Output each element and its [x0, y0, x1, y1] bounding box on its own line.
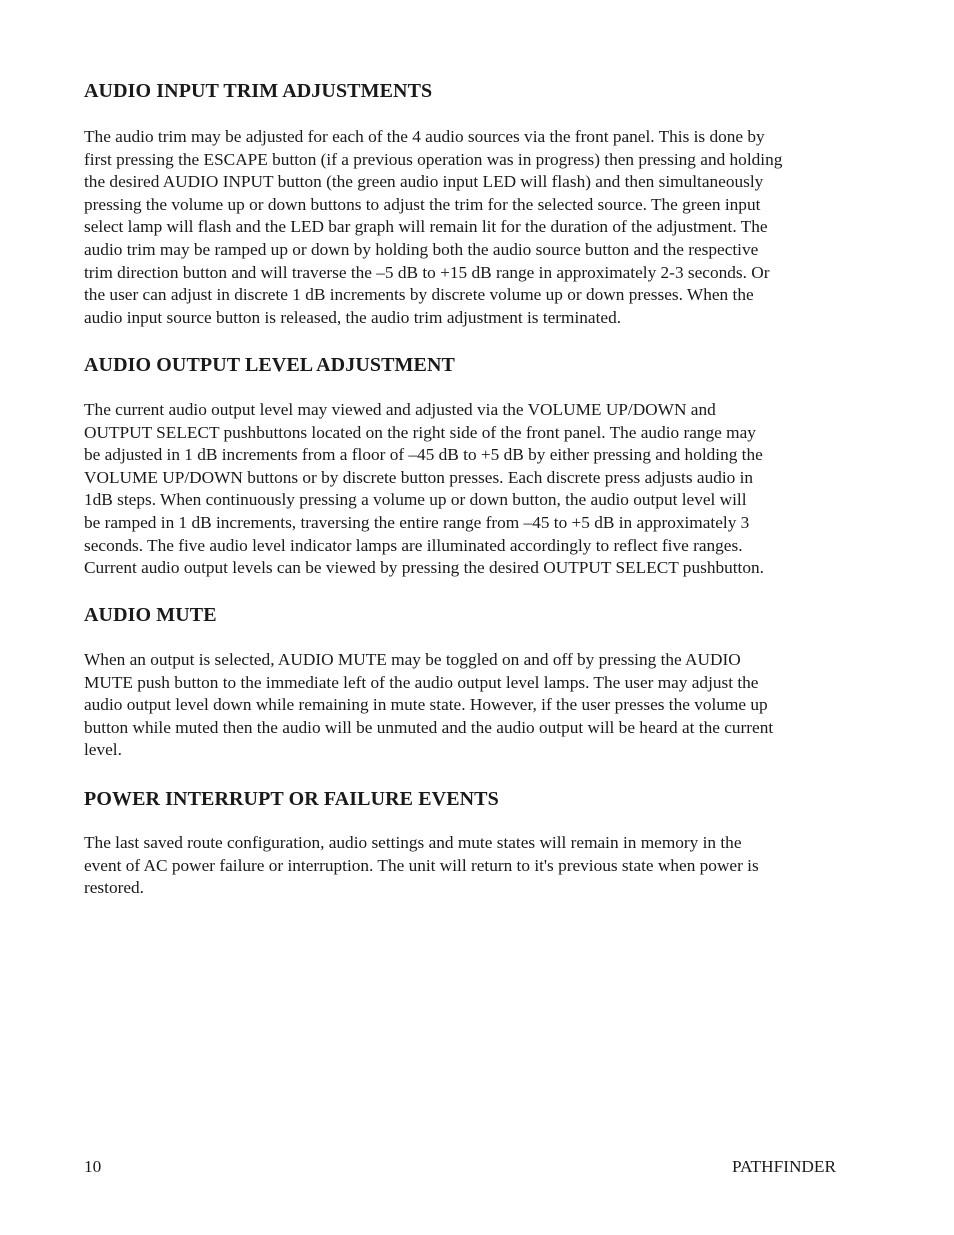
- paragraph-line: select lamp will flash and the LED bar graph will remain lit for the duration of the adjustment. The: [84, 217, 768, 237]
- section-audio-mute: [84, 603, 838, 760]
- section-paragraph: [84, 399, 838, 580]
- paragraph-line: button while muted then the audio will be unmuted and the audio output will be heard at the current: [84, 717, 774, 737]
- section-paragraph: [84, 649, 838, 762]
- paragraph-line: audio input source button is released, the audio trim adjustment is terminated.: [84, 307, 622, 327]
- paragraph-line: The current audio output level may viewed and adjusted via the VOLUME UP/DOWN and: [84, 400, 716, 419]
- paragraph-line: restored.: [84, 878, 144, 898]
- paragraph-line: The audio trim may be adjusted for each of the 4 audio sources via the front panel. This is done by: [84, 127, 765, 146]
- page-number: 10: [84, 1157, 102, 1176]
- section-heading: AUDIO MUTE: [84, 604, 217, 626]
- paragraph-line: seconds. The five audio level indicator lamps are illuminated accordingly to reflect five ranges.: [84, 535, 743, 555]
- paragraph-line: audio trim may be ramped up or down by holding both the audio source button and the respective: [84, 239, 759, 259]
- paragraph-line: The last saved route configuration, audio settings and mute states will remain in memory in the: [84, 833, 742, 852]
- section-heading: POWER INTERRUPT OR FAILURE EVENTS: [84, 788, 499, 810]
- paragraph-line: first pressing the ESCAPE button (if a previous operation was in progress) then pressing and holding: [84, 149, 783, 169]
- section-heading: AUDIO OUTPUT LEVEL ADJUSTMENT: [84, 354, 455, 376]
- paragraph-line: be ramped in 1 dB increments, traversing the entire range from –45 to +5 dB in approximately 3: [84, 512, 750, 532]
- paragraph-line: When an output is selected, AUDIO MUTE may be toggled on and off by pressing the AUDIO: [84, 650, 741, 669]
- paragraph-line: event of AC power failure or interruption. The unit will return to it's previous state when power is: [84, 855, 759, 875]
- section-power-interrupt: [84, 787, 838, 898]
- paragraph-line: MUTE push button to the immediate left of the audio output level lamps. The user may adjust the: [84, 672, 759, 692]
- paragraph-line: level.: [84, 740, 122, 760]
- paragraph-line: OUTPUT SELECT pushbuttons located on the right side of the front panel. The audio range may: [84, 422, 756, 442]
- paragraph-line: Current audio output levels can be viewed by pressing the desired OUTPUT SELECT pushbutton.: [84, 558, 764, 578]
- section-heading: AUDIO INPUT TRIM ADJUSTMENTS: [84, 80, 433, 102]
- footer-product-name: PATHFINDER: [731, 1157, 836, 1176]
- paragraph-line: VOLUME UP/DOWN buttons or by discrete button presses. Each discrete press adjusts audio in: [84, 467, 754, 487]
- paragraph-line: be adjusted in 1 dB increments from a floor of –45 dB to +5 dB by either pressing and holding the: [84, 445, 763, 465]
- section-paragraph: [84, 126, 838, 329]
- paragraph-line: trim direction button and will traverse the –5 dB to +15 dB range in approximately 2-3 seconds. Or: [84, 262, 770, 282]
- section-audio-output-level: [84, 353, 838, 578]
- paragraph-line: pressing the volume up or down buttons to adjust the trim for the selected source. The green input: [84, 194, 761, 214]
- section-audio-input-trim: [84, 79, 838, 327]
- paragraph-line: 1dB steps. When continuously pressing a volume up or down button, the audio output level will: [84, 490, 747, 510]
- section-paragraph: [84, 832, 838, 900]
- paragraph-line: the desired AUDIO INPUT button (the green audio input LED will flash) and then simultaneously: [84, 172, 764, 192]
- paragraph-line: audio output level down while remaining in mute state. However, if the user presses the volume up: [84, 695, 768, 715]
- paragraph-line: the user can adjust in discrete 1 dB increments by discrete volume up or down presses. When the: [84, 285, 754, 305]
